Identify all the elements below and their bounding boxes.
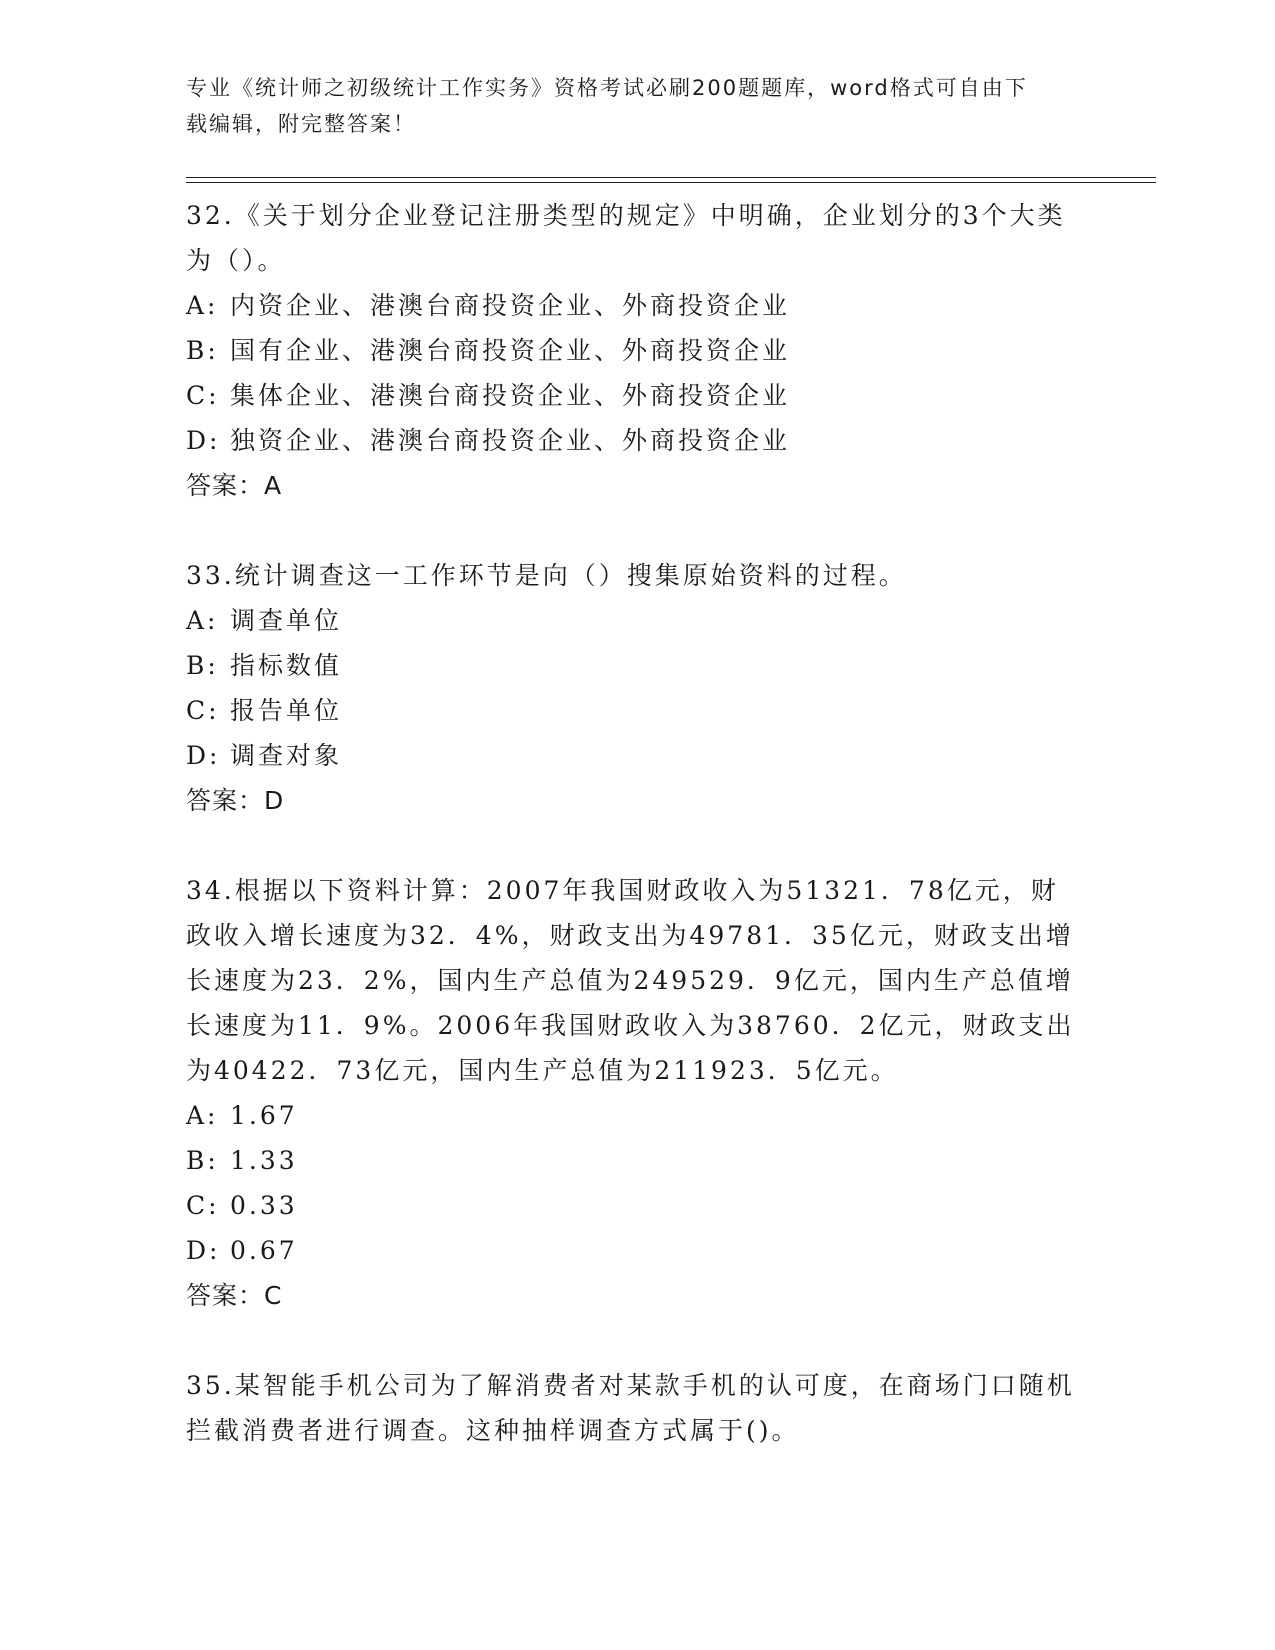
option-text: 0.67 (230, 1236, 298, 1265)
option-d (186, 733, 1086, 778)
question-stem: 34.根据以下资料计算：2007年我国财政收入为51321．78亿元，财政收入增长速度为32．4%，财政支出为49781．35亿元，财政支出增长速度为23．2%，国内生产总值为249529．9亿元，国内生产总值增长速度为11．9%。2006年我国财政收入为38760．2亿元，财政支出为40422．73亿元，国内生产总值为211923．5亿元。 (186, 876, 1075, 1085)
option-text: 独资企业、港澳台商投资企业、外商投资企业 (230, 426, 791, 455)
answer-label: 答案： (186, 471, 265, 500)
question-stem: 33.统计调查这一工作环节是向（）搜集原始资料的过程。 (186, 561, 907, 590)
option-text: 1.33 (230, 1146, 298, 1175)
option-letter: B: (186, 1146, 219, 1175)
answer-value: A (264, 471, 282, 500)
option-d (186, 418, 1086, 463)
option-letter: D: (186, 1236, 221, 1265)
option-c (186, 1183, 1086, 1228)
option-letter: A: (186, 291, 219, 320)
option-c (186, 688, 1086, 733)
option-letter: B: (186, 651, 219, 680)
option-text: 调查单位 (230, 606, 343, 635)
option-text: 国有企业、港澳台商投资企业、外商投资企业 (230, 336, 791, 365)
document-header: 专业《统计师之初级统计工作实务》资格考试必刷200题题库，word格式可自由下载编辑，附完整答案！ (186, 76, 1028, 136)
option-letter: D: (186, 741, 221, 770)
option-letter: C: (186, 381, 220, 410)
option-text: 报告单位 (230, 696, 343, 725)
answer-line (186, 1273, 1086, 1318)
option-a (186, 283, 1086, 328)
answer-value: D (264, 786, 284, 815)
answer-line (186, 463, 1086, 508)
option-text: 指标数值 (230, 651, 343, 680)
option-a (186, 598, 1086, 643)
question-33 (186, 553, 1086, 823)
answer-label: 答案： (186, 786, 265, 815)
option-text: 集体企业、港澳台商投资企业、外商投资企业 (230, 381, 791, 410)
option-d (186, 1228, 1086, 1273)
question-35 (186, 1363, 1086, 1453)
option-text: 0.33 (230, 1191, 298, 1220)
question-34 (186, 868, 1086, 1318)
answer-line (186, 778, 1086, 823)
answer-label: 答案： (186, 1281, 265, 1310)
option-letter: A: (186, 1101, 219, 1130)
answer-value: C (264, 1281, 282, 1310)
question-32 (186, 193, 1086, 508)
option-letter: A: (186, 606, 219, 635)
option-b (186, 328, 1086, 373)
question-stem: 32.《关于划分企业登记注册类型的规定》中明确，企业划分的3个大类为（）。 (186, 201, 1066, 275)
option-a (186, 1093, 1086, 1138)
question-stem: 35.某智能手机公司为了解消费者对某款手机的认可度，在商场门口随机拦截消费者进行调查。这种抽样调查方式属于()。 (186, 1371, 1075, 1445)
option-text: 内资企业、港澳台商投资企业、外商投资企业 (230, 291, 791, 320)
option-text: 1.67 (230, 1101, 298, 1130)
option-b (186, 1138, 1086, 1183)
option-letter: D: (186, 426, 221, 455)
header-rule-bottom (186, 182, 1156, 183)
option-b (186, 643, 1086, 688)
option-c (186, 373, 1086, 418)
option-letter: B: (186, 336, 219, 365)
option-letter: C: (186, 1191, 220, 1220)
option-text: 调查对象 (230, 741, 343, 770)
header-rule-top (186, 177, 1156, 178)
option-letter: C: (186, 696, 220, 725)
question-list (186, 193, 1086, 1498)
document-page (186, 70, 1156, 1445)
